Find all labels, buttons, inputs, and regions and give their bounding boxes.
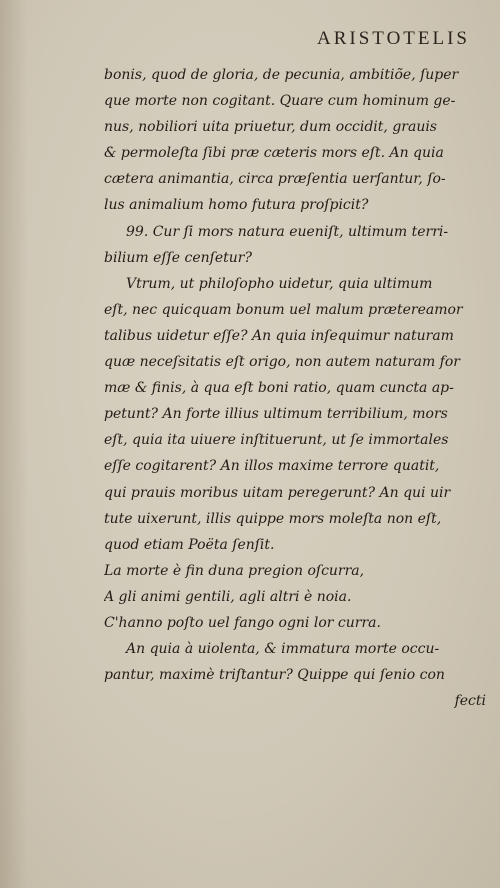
catchword: fecti (454, 693, 486, 710)
text-line: eſt, nec quicquam bonum uel malum prætereamor (104, 301, 463, 318)
text-line: petunt? An forte illius ultimum terribilium, mors (104, 406, 448, 423)
text-line: nus, nobiliori uita priuetur, dum occidit, grauis (104, 119, 437, 136)
text-line: Vtrum, ut philoſopho uidetur, quia ultimum (126, 275, 433, 292)
text-line: eſt, quia ita uiuere inſtituerunt, ut ſe immortales (104, 432, 449, 449)
question-heading: 99. Cur ſi mors natura eueniſt, ultimum terri- (126, 223, 449, 240)
text-line: bonis, quod de gloria, de pecunia, ambitiõe, ſuper (104, 67, 459, 83)
verse-line: La morte è fin duna pregion oſcurra, (104, 562, 365, 579)
text-line: eſſe cogitarent? An illos maxime terrore quatit, (104, 458, 440, 475)
text-line: pantur, maximè triſtantur? Quippe qui ſenio con (104, 667, 445, 684)
text-line: bilium eſſe cenſetur? (104, 249, 252, 266)
verse-line: A gli animi gentili, agli altri è noia. (104, 588, 352, 605)
text-line: quod etiam Poëta ſenſit. (104, 536, 275, 553)
text-line: An quia à uiolenta, & immatura morte occu- (126, 641, 440, 658)
page-edge-shadow (0, 0, 28, 888)
text-line: mæ & finis, à qua eſt boni ratio, quam cunctа ap- (104, 380, 454, 397)
body-text (104, 62, 486, 714)
text-line: que morte non cogitant. Quare cum hominum ge- (104, 93, 456, 110)
text-line: lus animalium homo futura proſpicit? (104, 197, 369, 214)
text-line: quæ neceſsitatis eſt origo, non autem naturam for (104, 354, 460, 371)
verse-line: C'hanno poſto uel fango ogni lor curra. (104, 614, 381, 631)
running-head: ARISTOTELIS (317, 28, 470, 49)
text-line: talibus uidetur eſſe? An quia inſequimur naturam (104, 327, 454, 344)
text-line: cætera animantia, circa præſentia uerſantur, ſo- (104, 171, 446, 188)
text-line: & permoleſta ſibi præ cæteris mors eſt. An quia (104, 145, 444, 162)
text-line: qui prauis moribus uitam peregerunt? An qui uir (104, 484, 451, 501)
text-line: tute uixerunt, illis quippe mors moleſta non eſt, (104, 510, 442, 527)
